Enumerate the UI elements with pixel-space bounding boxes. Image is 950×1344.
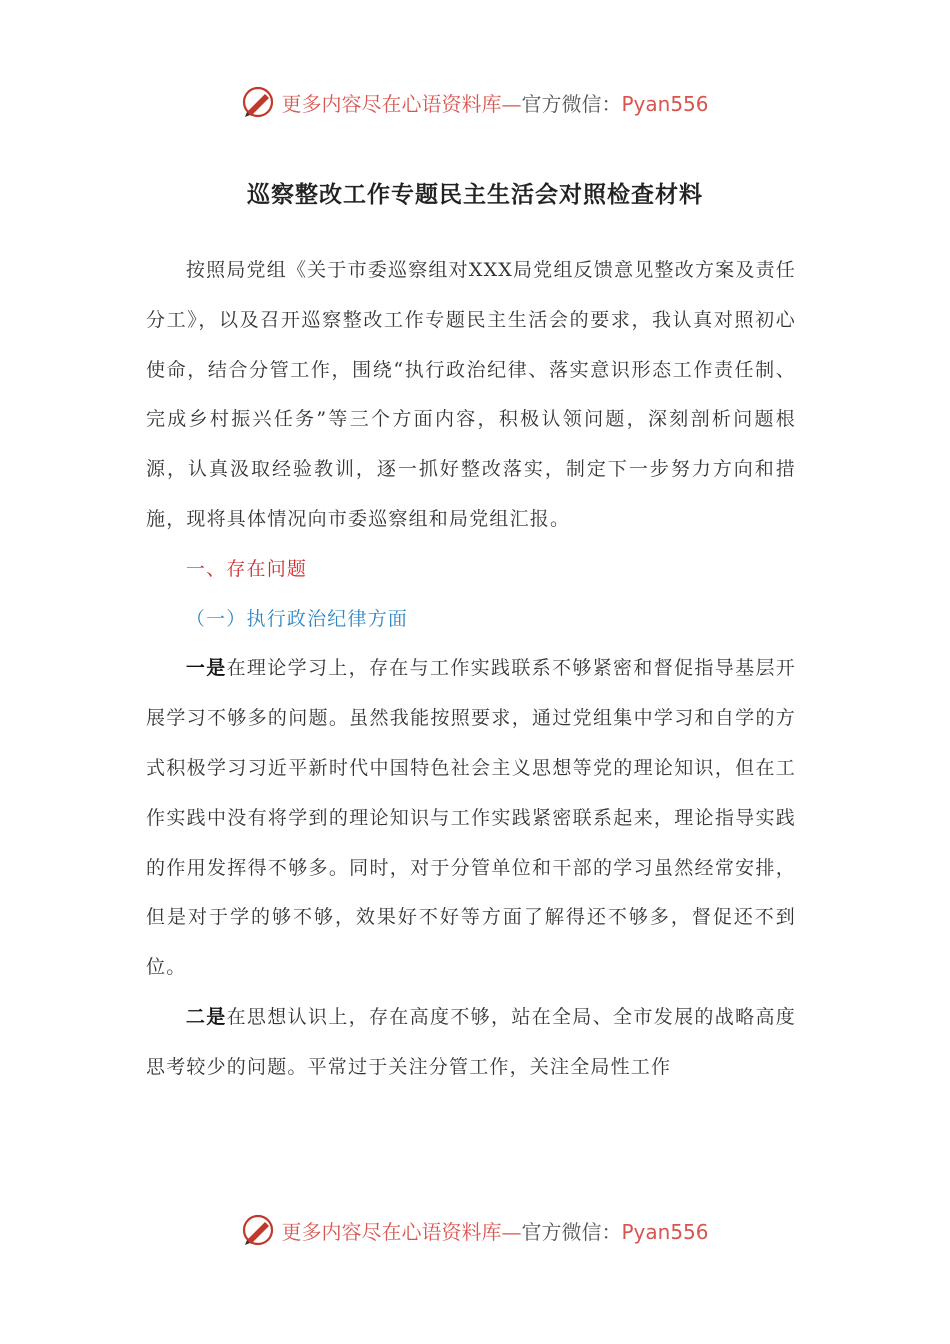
document-title: 巡察整改工作专题民主生活会对照检查材料 [247,181,703,208]
paragraph-1 [146,644,796,993]
paragraph-2 [146,993,796,1093]
pen-logo-icon [241,1213,275,1247]
paragraph-1-lead: 一是 [185,657,227,680]
watermark-banner-top [0,82,950,122]
watermark-text: 更多内容尽在心语资料库—官方微信：Pyan556 [281,91,709,116]
paragraph-2-lead: 二是 [185,1005,227,1028]
watermark-content [241,1213,708,1247]
watermark-content [241,85,708,119]
section-heading: 一、存在问题 [185,557,308,580]
paragraph-2-text: 在思想认识上，存在高度不够，站在全局、全市发展的战略高度思考较少的问题。平常过于关注分管工作，关注全局性工作 [146,1005,796,1078]
pen-logo-icon [241,85,275,119]
subsection-heading: （一）执行政治纪律方面 [185,607,409,630]
document-body [146,246,796,1093]
watermark-banner-bottom [0,1210,950,1250]
watermark-text: 更多内容尽在心语资料库—官方微信：Pyan556 [281,1219,709,1244]
paragraph-1-text: 在理论学习上，存在与工作实践联系不够紧密和督促指导基层开展学习不够多的问题。虽然我能按照要求，通过党组集中学习和自学的方式积极学习习近平新时代中国特色社会主义思想等党的理论知识，但在工作实践中没有将学到的理论知识与工作实践紧密联系起来，理论指导实践的作用发挥得不够多。同时，对于分管单位和干部的学习虽然经常安排，但是对于学的够不够，效果好不好等方面了解得还不够多，督促还不到位。 [146,657,796,979]
intro-paragraph: 按照局党组《关于市委巡察组对XXX局党组反馈意见整改方案及责任分工》，以及召开巡察整改工作专题民主生活会的要求，我认真对照初心使命，结合分管工作，围绕“执行政治纪律、落实意识形态工作责任制、完成乡村振兴任务”等三个方面内容，积极认领问题，深刻剖析问题根源，认真汲取经验教训，逐一抓好整改落实，制定下一步努力方向和措施，现将具体情况向市委巡察组和局党组汇报。 [146,259,796,530]
